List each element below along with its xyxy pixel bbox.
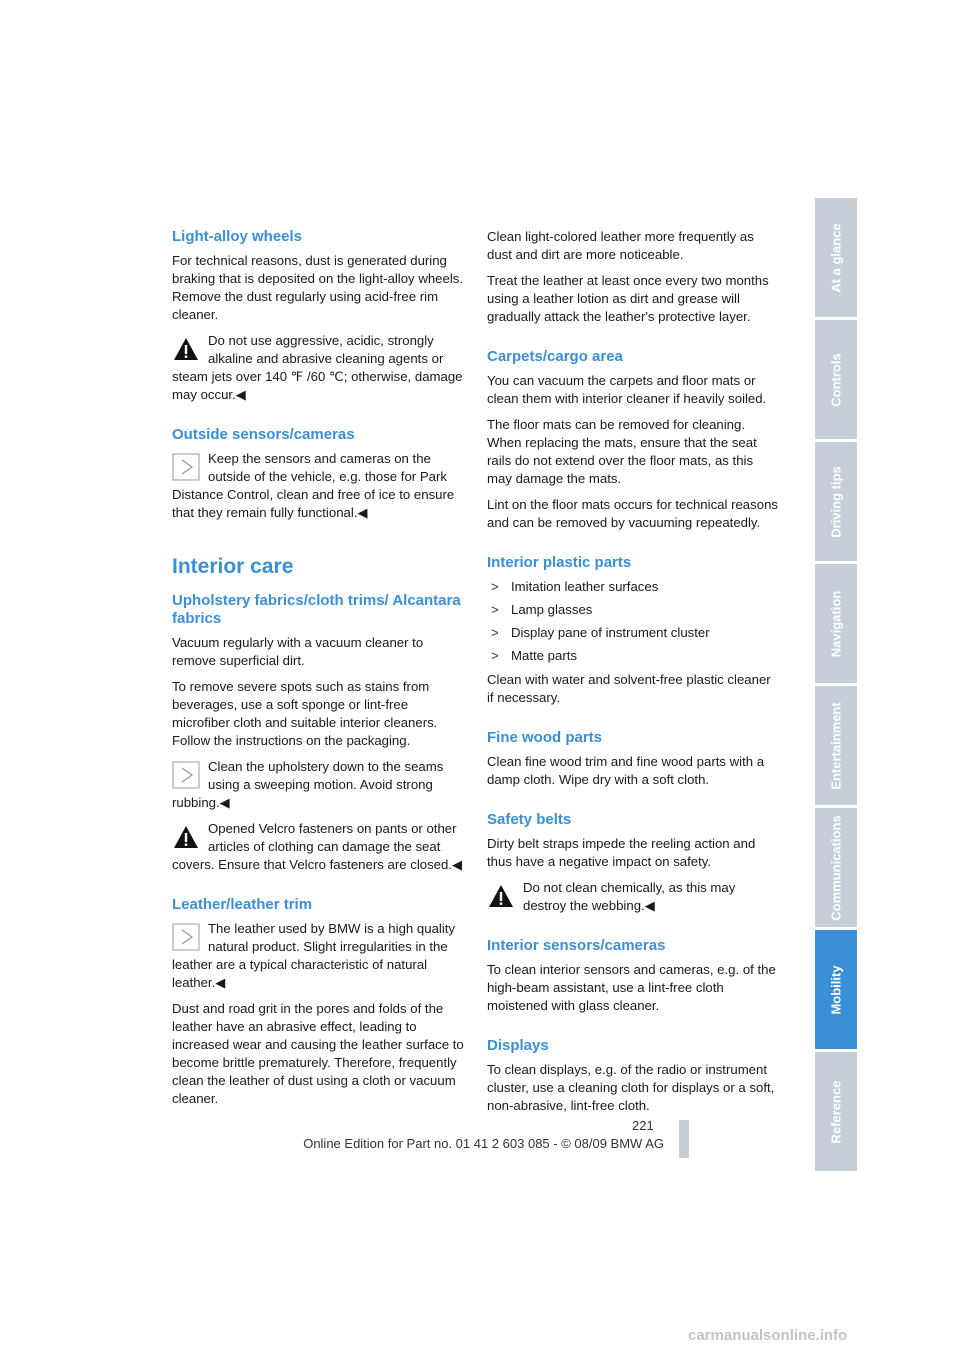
paragraph: To remove severe spots such as stains from beverages, use a soft sponge or lint-free microfiber cloth and suitable interior cleaners. Follow the instructions on the packaging. <box>172 679 438 748</box>
heading-light-alloy-wheels: Light-alloy wheels <box>172 228 303 245</box>
tab-driving-tips[interactable]: Driving tips <box>815 442 857 561</box>
note-text: Opened Velcro fasteners on pants or other articles of clothing can damage the seat covers. Ensure that Velcro fasteners are closed.◀ <box>172 821 463 872</box>
tip-arrow-icon <box>172 923 200 951</box>
tab-communications[interactable]: Communications <box>815 808 857 927</box>
paragraph: Clean fine wood trim and fine wood parts with a damp cloth. Wipe dry with a soft cloth. <box>487 754 765 787</box>
note-text: The leather used by BMW is a high quality natural product. Slight irregularities in the leather are a typical characteristic of natural leather.◀ <box>172 921 456 990</box>
left-column <box>172 228 464 1116</box>
note-text: Keep the sensors and cameras on the outside of the vehicle, e.g. those for Park Distance Control, clean and free of ice to ensure that they remain fully functional.◀ <box>172 451 455 520</box>
tab-controls[interactable]: Controls <box>815 320 857 439</box>
heading-upholstery: Upholstery fabrics/cloth trims/ Alcantara fabrics <box>172 592 461 627</box>
note-text: Do not use aggressive, acidic, strongly alkaline and abrasive cleaning agents or steam jets over 140 ℉ /60 ℃; otherwise, damage may occur.◀ <box>172 333 463 402</box>
paragraph: The floor mats can be removed for cleaning. When replacing the mats, ensure that the seat rails do not extend over the floor mats, as this may damage the mats. <box>487 417 757 486</box>
right-column <box>487 228 779 1123</box>
heading-outside-sensors: Outside sensors/cameras <box>172 426 355 443</box>
paragraph: Dust and road grit in the pores and folds of the leather have an abrasive effect, leading to increased wear and causing the leather surface to become brittle prematurely. Therefore, frequently clean the leather of dust using a cloth or vacuum cleaner. <box>172 1001 464 1106</box>
bullet-list <box>487 578 779 665</box>
watermark: carmanualsonline.info <box>688 1327 848 1344</box>
warning-note <box>172 332 464 404</box>
paragraph: To clean displays, e.g. of the radio or instrument cluster, use a cleaning cloth for displays or a soft, non-abrasive, lint-free cloth. <box>487 1062 775 1113</box>
paragraph: Treat the leather at least once every two months using a leather lotion as dirt and grease will gradually attack the leather's protective layer. <box>487 273 769 324</box>
paragraph: Dirty belt straps impede the reeling action and thus have a negative impact on safety. <box>487 836 756 869</box>
heading-displays: Displays <box>487 1037 549 1054</box>
tab-entertainment[interactable]: Entertainment <box>815 686 857 805</box>
paragraph: To clean interior sensors and cameras, e.g. of the high-beam assistant, use a lint-free cloth moistened with glass cleaner. <box>487 962 776 1013</box>
paragraph: Clean with water and solvent-free plastic cleaner if necessary. <box>487 672 771 705</box>
tip-note <box>172 450 464 522</box>
heading-safety-belts: Safety belts <box>487 811 572 828</box>
tip-arrow-icon <box>172 761 200 789</box>
page-number: 221 <box>632 1118 654 1133</box>
tab-navigation[interactable]: Navigation <box>815 564 857 683</box>
tab-mobility[interactable]: Mobility <box>815 930 857 1049</box>
heading-interior-sensors: Interior sensors/cameras <box>487 937 666 954</box>
tab-at-a-glance[interactable]: At a glance <box>815 198 857 317</box>
list-item: > Display pane of instrument cluster <box>491 625 710 640</box>
warning-triangle-icon <box>172 823 200 851</box>
paragraph: Vacuum regularly with a vacuum cleaner to remove superficial dirt. <box>172 635 424 668</box>
tip-note <box>172 758 464 812</box>
footer-text: Online Edition for Part no. 01 41 2 603 085 - © 08/09 BMW AG <box>303 1136 664 1151</box>
paragraph: For technical reasons, dust is generated during braking that is deposited on the light-alloy wheels. Remove the dust regularly using acid-free rim cleaner. <box>172 253 464 322</box>
list-item: > Matte parts <box>491 648 577 663</box>
list-item: > Imitation leather surfaces <box>491 579 659 594</box>
paragraph: Clean light-colored leather more frequently as dust and dirt are more noticeable. <box>487 229 754 262</box>
paragraph: You can vacuum the carpets and floor mats or clean them with interior cleaner if heavily soiled. <box>487 373 767 406</box>
section-tabs <box>815 198 857 1174</box>
tip-arrow-icon <box>172 453 200 481</box>
list-item: > Lamp glasses <box>491 602 593 617</box>
heading-leather: Leather/leather trim <box>172 896 313 913</box>
tab-reference[interactable]: Reference <box>815 1052 857 1171</box>
heading-carpets: Carpets/cargo area <box>487 348 623 365</box>
warning-note <box>487 879 779 915</box>
warning-triangle-icon <box>172 335 200 363</box>
note-text: Do not clean chemically, as this may destroy the webbing.◀ <box>523 880 736 913</box>
note-text: Clean the upholstery down to the seams using a sweeping motion. Avoid strong rubbing.◀ <box>172 759 444 810</box>
page-edge-bar <box>679 1120 689 1158</box>
paragraph: Lint on the floor mats occurs for technical reasons and can be removed by vacuuming repeatedly. <box>487 497 779 530</box>
heading-fine-wood: Fine wood parts <box>487 729 603 746</box>
heading-interior-care: Interior care <box>172 555 294 578</box>
warning-note <box>172 820 464 874</box>
tip-note <box>172 920 464 992</box>
heading-interior-plastic: Interior plastic parts <box>487 554 632 571</box>
warning-triangle-icon <box>487 882 515 910</box>
